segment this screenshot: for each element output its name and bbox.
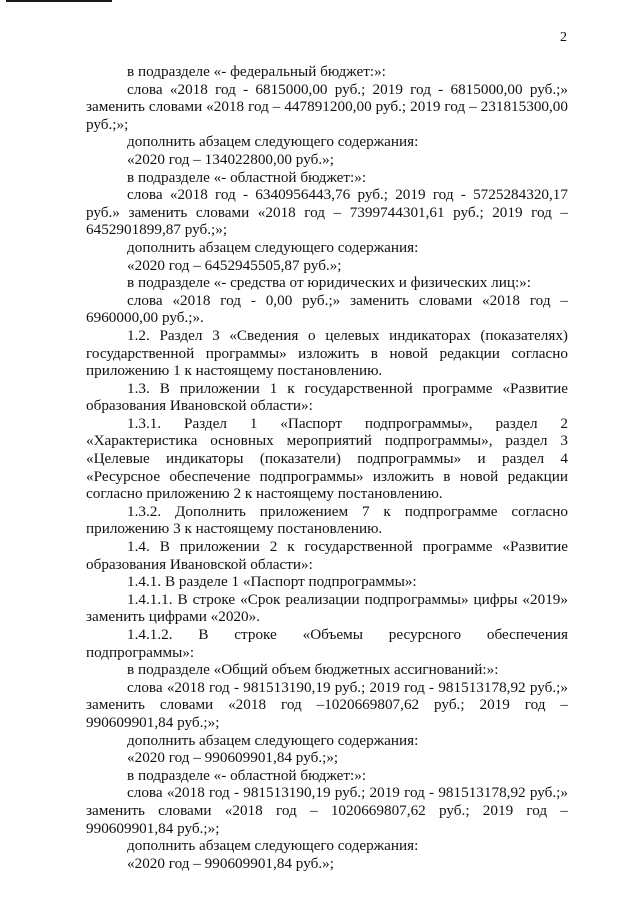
document-body [86,63,568,872]
page-number: 2 [560,30,567,45]
paragraph: в подразделе «- средства от юридических и физических лиц:»: [127,274,531,292]
paragraph: 1.4.1. В разделе 1 «Паспорт подпрограммы»: [127,573,417,591]
paragraph: слова «2018 год - 981513190,19 руб.; 2019 год - 981513178,92 руб.;» заменить словами «2018 год – 1020669807,62 руб.; 2019 год – 990609901,84 руб.;»; [86,784,568,837]
paragraph: 1.4.1.2. В строке «Объемы ресурсного обеспечения подпрограммы»: [86,626,568,661]
paragraph: в подразделе «- областной бюджет:»: [127,766,367,784]
paragraph: 1.3.2. Дополнить приложением 7 к подпрограмме согласно приложению 3 к настоящему постановлению. [86,502,568,538]
paragraph: дополнить абзацем следующего содержания: [127,731,419,749]
paragraph: слова «2018 год - 0,00 руб.;» заменить словами «2018 год – 6960000,00 руб.;». [86,291,568,327]
paragraph: дополнить абзацем следующего содержания: [127,133,419,151]
paragraph: в подразделе «- областной бюджет:»: [127,168,367,186]
paragraph: «2020 год – 134022800,00 руб.»; [127,150,334,168]
paragraph: 1.3.1. Раздел 1 «Паспорт подпрограммы», раздел 2 «Характеристика основных мероприятий подпрограммы», раздел 3 «Целевые индикаторы (показатели) подпрограммы» и раздел 4 «Ресурсное обеспечение подпрограммы» изложить в новой редакции согласно приложению 2 к настоящему постановлению. [86,414,568,503]
paragraph: 1.3. В приложении 1 к государственной программе «Развитие образования Ивановской области»: [86,379,568,415]
paragraph: в подразделе «Общий объем бюджетных ассигнований:»: [127,661,499,679]
paragraph: 1.4. В приложении 2 к государственной программе «Развитие образования Ивановской области»: [86,538,568,573]
paragraph: слова «2018 год - 6815000,00 руб.; 2019 год - 6815000,00 руб.;» заменить словами «2018 год – 447891200,00 руб.; 2019 год – 231815300,00 руб.;»; [86,80,568,133]
paragraph: 1.2. Раздел 3 «Сведения о целевых индикаторах (показателях) государственной программы» изложить в новой редакции согласно приложению 1 к настоящему постановлению. [86,326,568,380]
paragraph: слова «2018 год - 6340956443,76 руб.; 2019 год - 5725284320,17 руб.» заменить словами «2018 год – 7399744301,61 руб.; 2019 год – 6452901899,87 руб.;»; [86,186,568,239]
paragraph: «2020 год – 990609901,84 руб.;»; [127,749,339,767]
paragraph: дополнить абзацем следующего содержания: [127,238,419,256]
paragraph: дополнить абзацем следующего содержания: [127,837,419,855]
paragraph: в подразделе «- федеральный бюджет:»: [127,63,386,80]
top-rule [6,0,112,2]
paragraph: «2020 год – 6452945505,87 руб.»; [127,256,342,274]
paragraph: слова «2018 год - 981513190,19 руб.; 2019 год - 981513178,92 руб.;» заменить словами «2018 год –1020669807,62 руб.; 2019 год – 990609901,84 руб.;»; [86,678,568,731]
paragraph: 1.4.1.1. В строке «Срок реализации подпрограммы» цифры «2019» заменить цифрами «2020». [86,590,568,626]
paragraph: «2020 год – 990609901,84 руб.»; [127,854,334,872]
